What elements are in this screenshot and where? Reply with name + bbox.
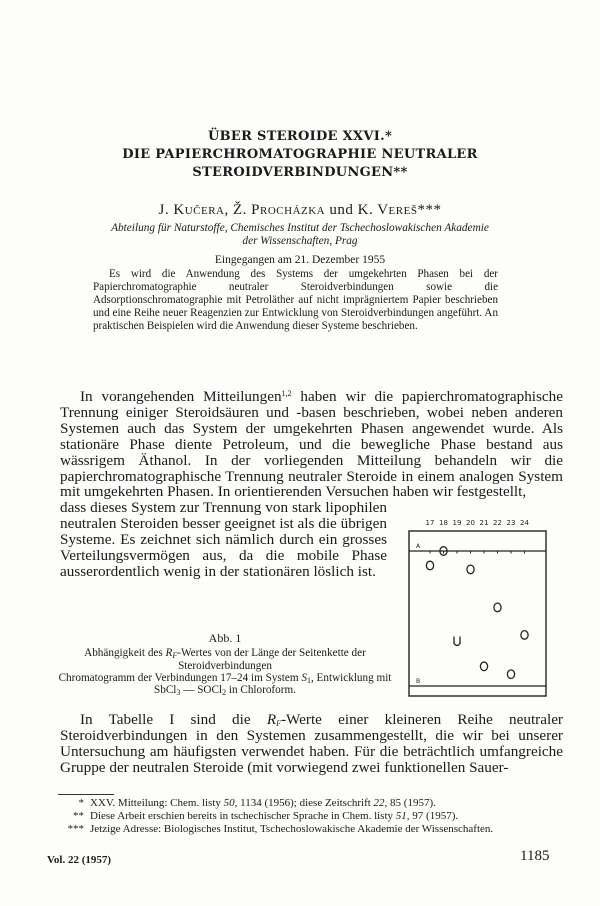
spot-20 — [467, 565, 474, 574]
figure-label: Abb. 1 — [208, 631, 242, 645]
caption-line-1: Abhängigkeit des $R_F$-Wertes von der Länge der Seitenkette der Steroidverbindungen — [84, 647, 366, 672]
chromatogram-figure — [400, 505, 560, 697]
start-label: A — [416, 543, 421, 550]
authors: J. Kučera, Ž. Procházka und K. Vereš*** — [158, 202, 442, 218]
compound-label-24: 24 — [520, 519, 529, 527]
affiliation-line-2: der Wissenschaften, Prag — [242, 235, 358, 247]
author-1: J. Kučera — [158, 202, 225, 218]
paragraph-1-continued: dass dieses System zur Trennung von stark lipophilen neutralen Steroiden besser geeignet ist als die übrigen Systeme. Es zeichnet sich nämlich durch ein grosses Verteilungsvermögen aus, da die mobile Phase ausserordentlich wenig in der stationären löslich ist. — [60, 499, 387, 580]
spot-21 — [480, 662, 487, 671]
compound-label-22: 22 — [493, 519, 502, 527]
paper-strip-border — [409, 531, 546, 696]
compound-label-23: 23 — [506, 519, 516, 527]
journal-volume: Vol. 22 (1957) — [47, 854, 112, 866]
paragraph-1: In vorangehenden Mitteilungen$^{1,2}$ haben wir die papierchromatographische Trennung einiger Steroidsäuren und -basen beschrieben, wobei neben anderen Systemen auch das System der umgekehrten Phasen angewendet wurde. Als stationäre Phase diente Petroleum, und die bewegliche Phase bestand aus wässrigem Äthanol. In der vorliegenden Mitteilung behandeln wir die papierchromatographische Trennung neutraler Steroide in einem analogen System mit umgekehrten Phasen. In orientierenden Versuchen haben wir festgestellt, — [60, 388, 563, 501]
abstract-text: Es wird die Anwendung des Systems der umgekehrten Phasen bei der Papierchromatographie neutraler Steroidverbindungen sowie die Adsorptionschromatographie mit Petroläther auf nicht imprägniertem Papier beschrieben und eine Reihe neuer Reagenzien zur Entwicklung von Steroidverbindungen angeführt. An praktischen Beispielen wird die Anwendung dieser Systeme beschrieben. — [93, 268, 498, 333]
abstract — [93, 268, 498, 333]
compound-label-17: 17 — [425, 519, 435, 527]
title-line-1: ÜBER STEROIDE XXVI.* — [207, 129, 393, 144]
received-date: Eingegangen am 21. Dezember 1955 — [214, 254, 386, 266]
caption-line-2: Chromatogramm der Verbindungen 17–24 im System $S_1$, Entwicklung mit SbCl$_3$ — SOCl$_2$ in Chloroform. — [58, 671, 392, 698]
spot-22 — [494, 603, 501, 612]
compound-labels — [426, 519, 530, 527]
spot-24 — [521, 631, 528, 640]
compound-label-18: 18 — [439, 519, 448, 527]
affiliation — [60, 222, 540, 248]
figure-caption — [55, 632, 395, 696]
page-number: 1185 — [520, 848, 550, 864]
author-3: K. Vereš*** — [357, 202, 442, 218]
front-label: B — [416, 678, 421, 685]
compound-label-21: 21 — [479, 519, 489, 527]
title-line-2: DIE PAPIERCHROMATOGRAPHIE NEUTRALER — [122, 147, 478, 162]
spot-17 — [426, 561, 433, 570]
compound-label-20: 20 — [466, 519, 475, 527]
footnote-1: * XXV. Mitteilung: Chem. listy 50, 1134 (1956); diese Zeitschrift 22, 85 (1957). — [78, 797, 436, 809]
spot-23 — [507, 670, 514, 679]
footnote-3: *** Jetzige Adresse: Biologisches Institut, Tschechoslowakische Akademie der Wissenschaften. — [67, 823, 494, 835]
footnote-rule — [58, 794, 114, 795]
title-line-3: STEROIDVERBINDUNGEN** — [192, 165, 408, 180]
author-2: Ž. Procházka — [233, 202, 326, 218]
footnote-2: ** Diese Arbeit erschien bereits in tschechischer Sprache in Chem. listy 51, 97 (1957). — [73, 810, 459, 822]
compound-label-19: 19 — [452, 519, 462, 527]
spot-19 — [454, 636, 460, 645]
reference-marker: 1,2 — [281, 389, 292, 398]
affiliation-line-1: Abteilung für Naturstoffe, Chemisches Institut der Tschechoslowakischen Akademie — [111, 222, 489, 234]
spots — [426, 547, 528, 679]
paragraph-2: In Tabelle I sind die $R_F$-Werte einer kleineren Reihe neutraler Steroidverbindungen in den Systemen zusammengestellt, die wir bei unserer Untersuchung am häufigsten verwendet haben. Für die beträchtlich umfangreiche Gruppe der neutralen Steroide (mit vorwiegend zwei funktionellen Sauer- — [60, 711, 563, 776]
